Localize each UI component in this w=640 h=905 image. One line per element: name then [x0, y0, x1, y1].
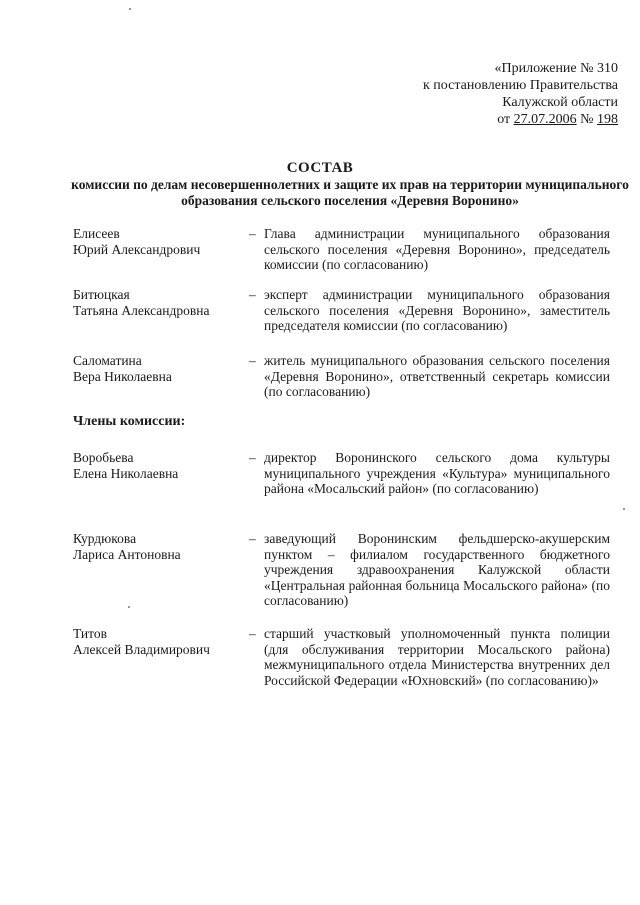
decree-date: 27.07.2006: [513, 112, 577, 127]
member-role: эксперт администрации муниципального образования сельского поселения «Деревня Воронино», заместитель председателя комиссии (по согласованию): [264, 287, 610, 333]
scan-speck: [623, 508, 625, 510]
entry-dash: –: [249, 353, 256, 368]
number-prefix: №: [576, 112, 597, 127]
member-surname: Елисеев: [73, 226, 120, 241]
entry-dash: –: [249, 450, 256, 465]
member-name: [73, 626, 210, 658]
member-given-names: Лариса Антоновна: [73, 547, 181, 562]
entry-dash: –: [249, 626, 256, 641]
member-name: [73, 226, 200, 258]
decree-number: 198: [597, 112, 618, 127]
member-role: заведующий Воронинским фельдшерско-акушерским пунктом – филиалом государственного бюджетного учреждения здравоохранения Калужской области «Центральная районная больница Мосальского района» (по согласованию): [264, 531, 610, 608]
member-surname: Курдюкова: [73, 531, 137, 546]
member-role: житель муниципального образования сельского поселения «Деревня Воронино», ответственный секретарь комиссии (по согласованию): [264, 353, 610, 399]
member-name: [73, 287, 209, 319]
appendix-number: «Приложение № 310: [494, 61, 618, 76]
member-role: Глава администрации муниципального образования сельского поселения «Деревня Воронино», председатель комиссии (по согласованию): [264, 226, 610, 272]
member-given-names: Татьяна Александровна: [73, 303, 210, 318]
member-given-names: Елена Николаевна: [73, 466, 179, 481]
document-title: СОСТАВ: [286, 160, 354, 176]
entry-dash: –: [249, 287, 256, 302]
scan-speck: [129, 8, 131, 10]
member-given-names: Алексей Владимирович: [73, 642, 210, 657]
appendix-header: [423, 60, 618, 128]
appendix-date-line: [423, 111, 618, 128]
members-heading: Члены комиссии:: [73, 414, 186, 429]
member-surname: Битюцкая: [73, 287, 130, 302]
scan-speck: [128, 606, 130, 608]
date-prefix: от: [497, 112, 514, 127]
document-subtitle: комиссии по делам несовершеннолетних и защите их прав на территории муниципального образования сельского поселения «Деревня Воронино»: [71, 177, 629, 208]
member-surname: Саломатина: [73, 353, 142, 368]
member-name: [73, 450, 178, 482]
member-name: [73, 353, 172, 385]
appendix-region: Калужской области: [502, 95, 618, 110]
member-surname: Воробьева: [73, 450, 134, 465]
appendix-decree: к постановлению Правительства: [422, 78, 618, 93]
entry-dash: –: [249, 226, 256, 241]
member-surname: Титов: [73, 626, 107, 641]
member-given-names: Юрий Александрович: [73, 242, 201, 257]
entry-dash: –: [249, 531, 256, 546]
member-role: старший участковый уполномоченный пункта полиции (для обслуживания территории Мосальского района) межмуниципального отдела Министерства внутренних дел Российской Федерации «Юхновский» (по согласованию)»: [264, 626, 610, 688]
member-name: [73, 531, 181, 563]
member-given-names: Вера Николаевна: [73, 369, 172, 384]
member-role: директор Воронинского сельского дома культуры муниципального учреждения «Культура» муниципального района «Мосальский район» (по согласованию): [264, 450, 610, 496]
